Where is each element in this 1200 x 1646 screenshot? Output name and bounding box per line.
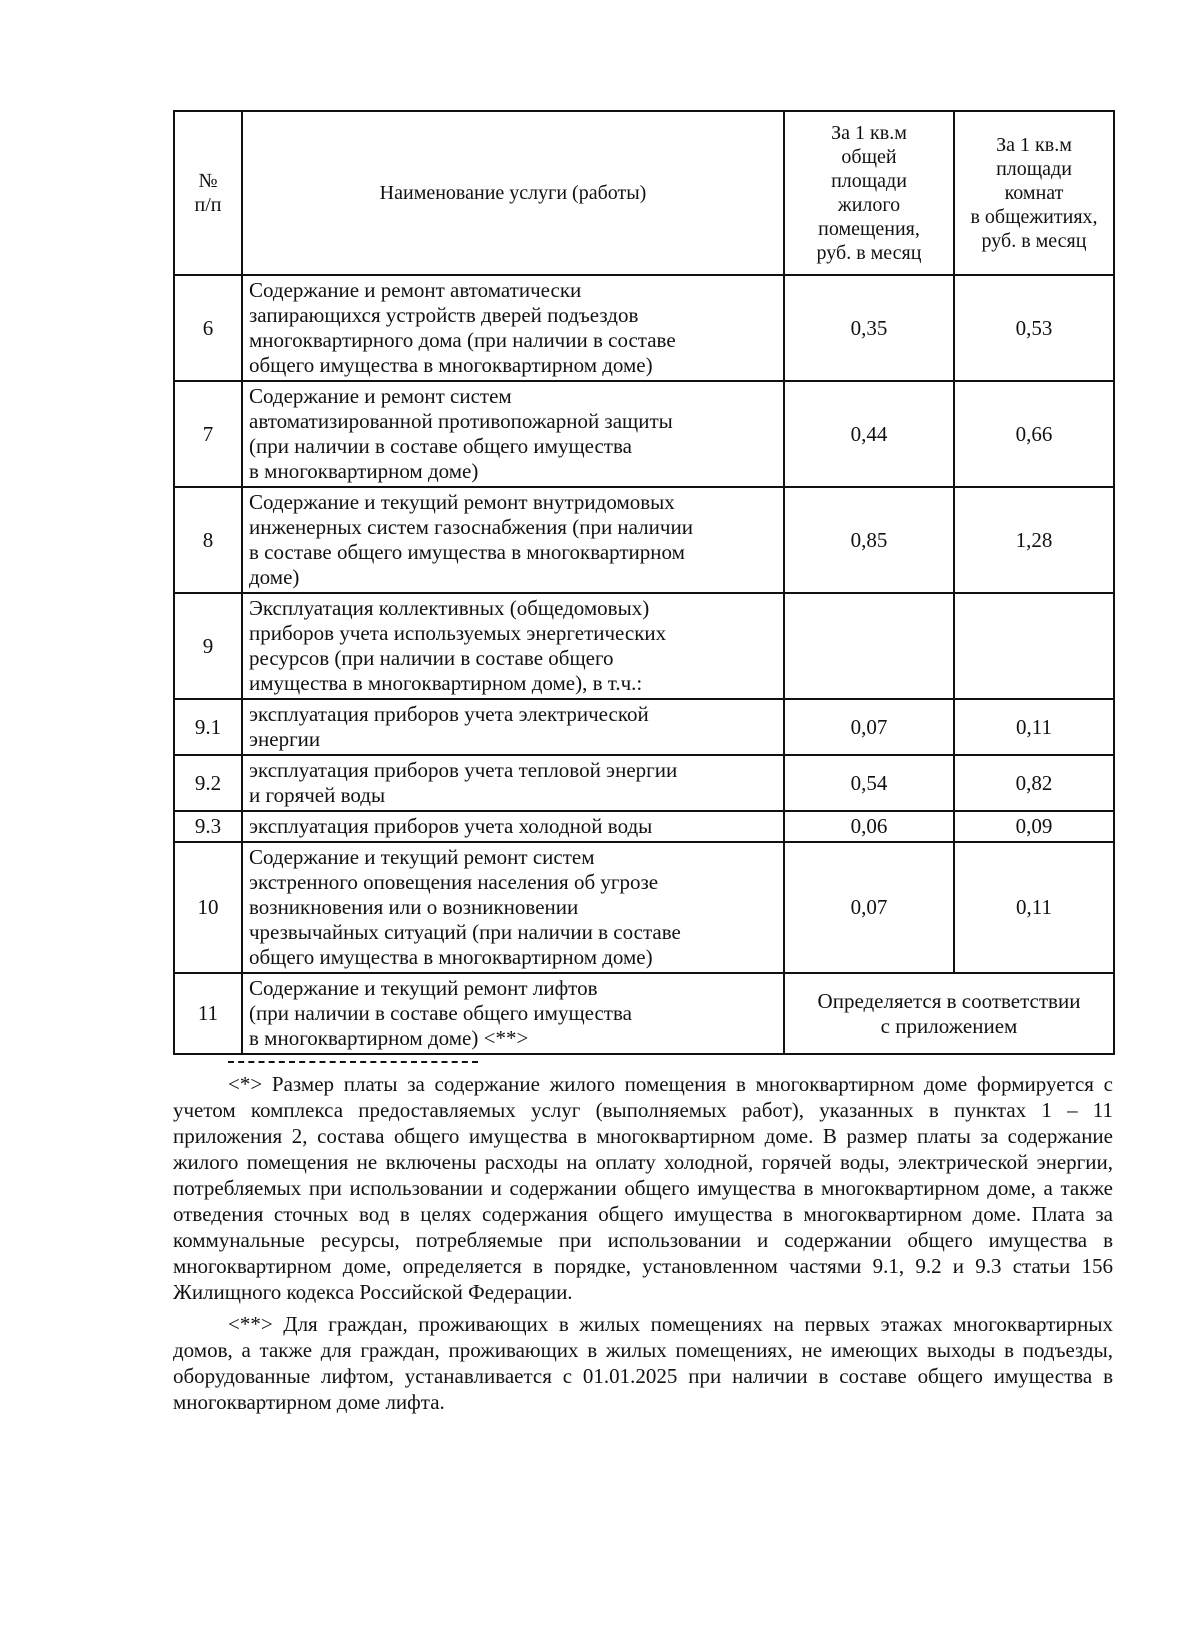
row-num: 9.3 xyxy=(174,811,242,842)
document-page xyxy=(173,110,1113,1421)
table-row xyxy=(174,842,1114,973)
row-num: 6 xyxy=(174,275,242,381)
row-num: 11 xyxy=(174,973,242,1054)
row-price-total: 0,85 xyxy=(784,487,954,593)
row-price-total: 0,07 xyxy=(784,699,954,755)
table-row xyxy=(174,275,1114,381)
row-num: 9 xyxy=(174,593,242,699)
row-price-dorm: 0,09 xyxy=(954,811,1114,842)
row-price-dorm: 1,28 xyxy=(954,487,1114,593)
table-row xyxy=(174,593,1114,699)
table-header-row xyxy=(174,111,1114,275)
header-service-name: Наименование услуги (работы) xyxy=(242,111,784,275)
row-service-name: Эксплуатация коллективных (общедомовых) приборов учета используемых энергетических ресурсов (при наличии в составе общего имущества в многоквартирном доме), в т.ч.: xyxy=(242,593,784,699)
row-service-name: Содержание и текущий ремонт внутридомовых инженерных систем газоснабжения (при наличии в составе общего имущества в многоквартирном доме) xyxy=(242,487,784,593)
row-price-total xyxy=(784,593,954,699)
tariff-table xyxy=(173,110,1115,1055)
row-price-dorm: 0,53 xyxy=(954,275,1114,381)
row-price-total: 0,35 xyxy=(784,275,954,381)
header-num: № п/п xyxy=(174,111,242,275)
footnote-2: <**> Для граждан, проживающих в жилых помещениях на первых этажах многоквартирных домов, а также для граждан, проживающих в жилых помещениях, не имеющих выходы в подъезды, оборудованные лифтом, устанавливается с 01.01.2025 при наличии в составе общего имущества в многоквартирном доме лифта. xyxy=(173,1312,1113,1414)
header-per-sqm-total: За 1 кв.м общей площади жилого помещения, руб. в месяц xyxy=(784,111,954,275)
row-service-name: Содержание и ремонт автоматически запирающихся устройств дверей подъездов многоквартирного дома (при наличии в составе общего имущества в многоквартирном доме) xyxy=(242,275,784,381)
table-row xyxy=(174,755,1114,811)
table-row xyxy=(174,699,1114,755)
row-price-total: 0,54 xyxy=(784,755,954,811)
header-per-sqm-dorm: За 1 кв.м площади комнат в общежитиях, руб. в месяц xyxy=(954,111,1114,275)
table-row xyxy=(174,811,1114,842)
row-price-dorm: 0,82 xyxy=(954,755,1114,811)
row-num: 9.2 xyxy=(174,755,242,811)
row-price-dorm xyxy=(954,593,1114,699)
row-service-name: эксплуатация приборов учета тепловой энергии и горячей воды xyxy=(242,755,784,811)
row-service-name: эксплуатация приборов учета электрической энергии xyxy=(242,699,784,755)
row-num: 7 xyxy=(174,381,242,487)
row-merged-note: Определяется в соответствии с приложением xyxy=(784,973,1114,1054)
row-price-dorm: 0,66 xyxy=(954,381,1114,487)
row-price-total: 0,07 xyxy=(784,842,954,973)
row-price-total: 0,44 xyxy=(784,381,954,487)
footnote-separator xyxy=(228,1061,478,1063)
row-num: 9.1 xyxy=(174,699,242,755)
row-service-name: эксплуатация приборов учета холодной воды xyxy=(242,811,784,842)
table-row xyxy=(174,487,1114,593)
footnotes xyxy=(173,1061,1113,1415)
table-row xyxy=(174,381,1114,487)
row-service-name: Содержание и текущий ремонт лифтов (при наличии в составе общего имущества в многоквартирном доме) <**> xyxy=(242,973,784,1054)
row-num: 10 xyxy=(174,842,242,973)
table-row-lifts xyxy=(174,973,1114,1054)
row-service-name: Содержание и текущий ремонт систем экстренного оповещения населения об угрозе возникновения или о возникновении чрезвычайных ситуаций (при наличии в составе общего имущества в многоквартирном доме) xyxy=(242,842,784,973)
row-price-total: 0,06 xyxy=(784,811,954,842)
row-num: 8 xyxy=(174,487,242,593)
row-price-dorm: 0,11 xyxy=(954,842,1114,973)
footnote-1: <*> Размер платы за содержание жилого помещения в многоквартирном доме формируется с учетом комплекса предоставляемых услуг (выполняемых работ), указанных в пунктах 1 – 11 приложения 2, состава общего имущества в многоквартирном доме. В размер платы за содержание жилого помещения не включены расходы на оплату холодной, горячей воды, электрической энергии, потребляемых при использовании и содержании общего имущества в многоквартирном доме, а также отведения сточных вод в целях содержания общего имущества в многоквартирном доме. Плата за коммунальные ресурсы, потребляемые при использовании и содержании общего имущества в многоквартирном доме, определяется в порядке, установленном частями 9.1, 9.2 и 9.3 статьи 156 Жилищного кодекса Российской Федерации. xyxy=(173,1072,1113,1304)
row-service-name: Содержание и ремонт систем автоматизированной противопожарной защиты (при наличии в составе общего имущества в многоквартирном доме) xyxy=(242,381,784,487)
row-price-dorm: 0,11 xyxy=(954,699,1114,755)
